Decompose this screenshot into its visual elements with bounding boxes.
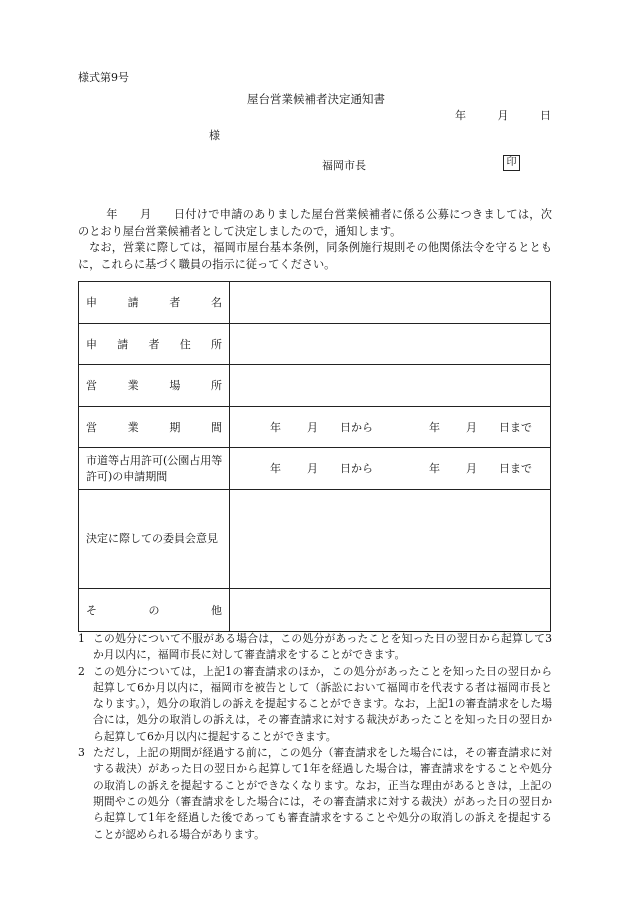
list-item (78, 745, 552, 843)
start-from-label: 日から (340, 420, 373, 434)
date-line (455, 110, 551, 121)
date-year-label: 年 (455, 109, 466, 122)
table-row (79, 448, 551, 490)
label-text: 決定に際しての委員会意見 (86, 532, 218, 545)
value-road-permit-period[interactable] (230, 448, 551, 490)
period-range (230, 463, 550, 474)
value-other[interactable] (230, 589, 551, 632)
start-year-label: 年 (270, 462, 281, 475)
table-row (79, 407, 551, 448)
note-number: 2 (78, 664, 85, 678)
start-month-label: 月 (307, 462, 318, 475)
date-month-label: 月 (497, 109, 509, 122)
end-year-label: 年 (429, 420, 440, 434)
row-label-other (79, 589, 230, 632)
date-day-label: 日 (540, 109, 551, 122)
row-label-applicant-address (79, 324, 230, 365)
end-year-label: 年 (429, 462, 440, 475)
document-title: 屋台営業候補者決定通知書 (247, 92, 385, 106)
form-number: 様式第9号 (78, 71, 129, 84)
row-label-business-location (79, 365, 230, 407)
value-applicant-address[interactable] (230, 324, 551, 365)
start-month-label: 月 (307, 420, 318, 434)
label-text: そ の 他 (86, 603, 222, 617)
notice-paragraph (78, 207, 552, 240)
issuer-name: 福岡市長 (322, 159, 366, 172)
row-label-committee-opinion (79, 490, 230, 589)
seal-mark: 印 (503, 155, 520, 171)
value-applicant-name[interactable] (230, 282, 551, 324)
end-month-label: 月 (466, 420, 477, 434)
table-row (79, 589, 551, 632)
label-text: 申 請 者 名 (86, 296, 222, 309)
para-month-label: 月 (139, 208, 152, 221)
list-item (78, 664, 552, 745)
end-until-label: 日まで (499, 462, 532, 475)
note-number: 1 (78, 632, 85, 645)
note-text: この処分については，上記1の審査請求のほか，この処分があったことを知った日の翌日から起算して6か月以内に，福岡市を被告として（訴訟において福岡市を代表する者は福岡市長となります。），処分の取消しの訴えを提起することができます。なお，上記1の審査請求をした場合には，処分の取消しの訴えは，その審査請求に対する裁決があったことを知った日の翌日から起算して6か月以内に提起することができます。 (93, 664, 552, 743)
note-number: 3 (78, 746, 85, 760)
row-label-business-period (79, 407, 230, 448)
para-body-text: 日付けで申請のありました屋台営業候補者に係る公募につきましては，次のとおり屋台営業候補者として決定しましたので，通知します。 (78, 208, 552, 238)
end-month-label: 月 (466, 462, 477, 475)
end-until-label: 日まで (499, 420, 532, 434)
note-text: この処分について不服がある場合は，この処分があったことを知った日の翌日から起算して3か月以内に，福岡市長に対して審査請求をすることができます。 (93, 632, 552, 662)
table-row (79, 365, 551, 407)
addressee-suffix: 様 (209, 129, 220, 142)
period-range (230, 422, 550, 433)
label-text: 市道等占用許可(公園占用等許可)の申請期間 (86, 453, 223, 483)
row-label-applicant-name (79, 282, 230, 324)
list-item (78, 631, 552, 664)
table-row (79, 324, 551, 365)
application-table (78, 281, 551, 632)
value-committee-opinion[interactable] (230, 490, 551, 589)
label-text: 申 請 者 住 所 (86, 337, 222, 351)
value-business-location[interactable] (230, 365, 551, 407)
note-text: ただし，上記の期間が経過する前に，この処分（審査請求をした場合には，その審査請求に対する裁決）があった日の翌日から起算して1年を経過した場合は，審査請求をすることや処分の取消しの訴えを提起することができなくなります。なお，正当な理由があるときは，上記の期間やこの処分（審査請求をした場合には，その審査請求に対する裁決）があった日の翌日から起算して1年を経過した後であっても審査請求をすることや処分の取消しの訴えを提起することが認められる場合があります。 (93, 746, 552, 841)
row-label-road-permit-period (79, 448, 230, 490)
label-text: 営 業 期 間 (86, 420, 222, 434)
table-row (79, 282, 551, 324)
instruction-paragraph (78, 240, 552, 273)
appeal-notes (78, 631, 552, 843)
value-business-period[interactable] (230, 407, 551, 448)
start-year-label: 年 (270, 420, 281, 434)
table-row (79, 490, 551, 589)
label-text: 営 業 場 所 (86, 379, 222, 392)
instruction-text: なお，営業に際しては，福岡市屋台基本条例，同条例施行規則その他関係法令を守るとともに，これらに基づく職員の指示に従ってください。 (78, 241, 552, 271)
start-from-label: 日から (340, 462, 373, 475)
para-year-label: 年 (106, 208, 118, 221)
